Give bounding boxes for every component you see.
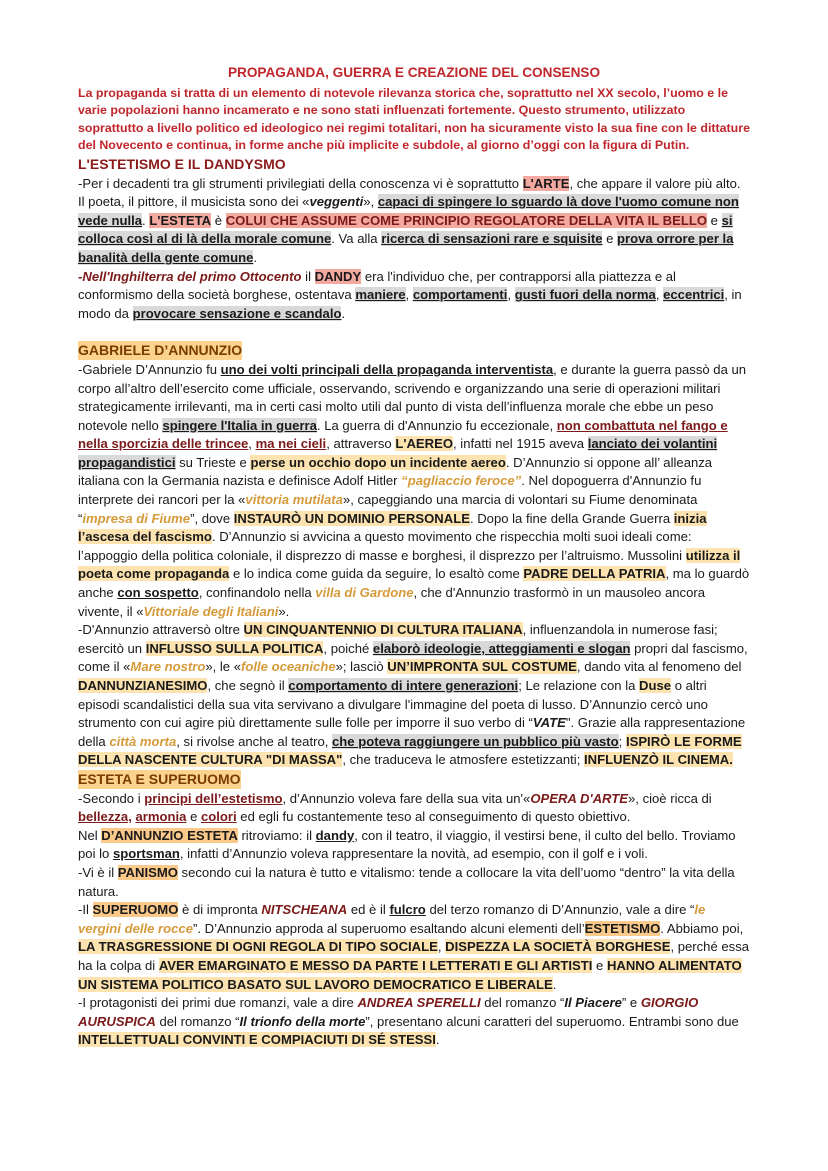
page-title: PROPAGANDA, GUERRA E CREAZIONE DEL CONSENSO: [227, 65, 601, 80]
paragraph: -Nell'Inghilterra del primo Ottocento il DANDY era l'individuo che, per contrapporsi alla piattezza e al conformismo della società borghese, ostentava maniere, comportamenti, gusti fuori della norma, eccentrici, in modo da provocare sensazione e scandalo.: [78, 268, 742, 321]
document-page: [78, 64, 750, 1050]
paragraph: -Secondo i principi dell’estetismo, d’Annunzio voleva fare della sua vita un'«OPERA D'ARTE», cioè ricca di bellezza, armonia e colori ed egli fu costantemente teso al conseguimento di questo obiettivo.: [78, 790, 712, 825]
paragraph: -D'Annunzio attraversò oltre UN CINQUANTENNIO DI CULTURA ITALIANA, influenzandola in numerose fasi; esercitò un INFLUSSO SULLA POLITICA, poiché elaborò ideologie, atteggiamenti e slogan propri dal fascismo, come il «Mare nostro», le «folle oceaniche»; lasciò UN’IMPRONTA SUL COSTUME, dando vita al fenomeno del DANNUNZIANESIMO, che segnò il comportamento di intere generazioni; Le relazione con la Duse o altri episodi scandalistici della sua vita servivano a divulgare l'immagine del poeta di lusso. D’Annunzio cercò uno strumento con cui agire più direttamente sulle folle per imporre il suo verbo di “VATE". Grazie alla rappresentazione della città morta, si rivolse anche al teatro, che poteva raggiungere un pubblico più vasto; ISPIRÒ LE FORME DELLA NASCENTE CULTURA "DI MASSA", che traduceva le atmosfere estetizzanti; INFLUENZÒ IL CINEMA.: [78, 622, 748, 768]
paragraph: -Gabriele D’Annunzio fu uno dei volti principali della propaganda interventista, e durante la guerra passò da un corpo all’altro dell’esercito come ufficiale, osservando, scrivendo e organizzando una serie di operazioni militari strategicamente irrilevanti, ma in certi casi molto utili dal punto di vista dell’influenza morale che ebbe un peso notevole nello spingere l'Italia in guerra. La guerra di d'Annunzio fu eccezionale, non combattuta nel fango e nella sporcizia delle trincee, ma nei cieli, attraverso L'AEREO, infatti nel 1915 aveva lanciato dei volantini propagandistici su Trieste e perse un occhio dopo un incidente aereo. D’Annunzio si oppone all’ alleanza italiana con la Germania nazista e definisce Adolf Hitler “pagliaccio feroce”. Nel dopoguerra d'Annunzio fu interprete dei rancori per la «vittoria mutilata», capeggiando una marcia di volontari su Fiume denominata “impresa di Fiume”, dove INSTAURÒ UN DOMINIO PERSONALE. Dopo la fine della Grande Guerra inizia l’ascesa del fascismo. D’Annunzio si avvicina a questo movimento che rispecchia molti suoi ideali come: l’appoggio della politica coloniale, il disprezzo di masse e borghesi, il disprezzo per l’altruismo. Mussolini utilizza il poeta come propaganda e lo indica come guida da seguire, lo esaltò come PADRE DELLA PATRIA, ma lo guardò anche con sospetto, confinandolo nella villa di Gardone, che d'Annunzio trasformò in un mausoleo ancora vivente, il «Vittoriale degli Italiani».: [78, 361, 750, 619]
paragraph: -I protagonisti dei primi due romanzi, vale a dire ANDREA SPERELLI del romanzo “Il Piacere” e GIORGIO AURUSPICA del romanzo “Il trionfo della morte”, presentano alcuni caratteri del superuomo. Entrambi sono due INTELLETTUALI CONVINTI E COMPIACIUTI DI SÉ STESSI.: [78, 995, 739, 1048]
paragraph: Nel D’ANNUNZIO ESTETA ritroviamo: il dandy, con il teatro, il viaggio, il vestirsi bene, il culto del bello. Troviamo poi lo sportsman, infatti d’Annunzio voleva rappresentare la novità, ad esempio, con il golf e i voli.: [78, 827, 736, 862]
section-heading-esteta-superuomo: ESTETA E SUPERUOMO: [78, 770, 241, 787]
section-heading-estetismo: L'ESTETISMO E IL DANDYSMO: [78, 155, 286, 172]
paragraph: -Vi è il PANISMO secondo cui la natura è tutto e vitalismo: tende a collocare la vita dell’uomo “dentro” la vita della natura.: [78, 864, 735, 899]
intro-paragraph: La propaganda si tratta di un elemento di notevole rilevanza storica che, soprattutto nel XX secolo, l’uomo e le varie popolazioni hanno incamerato e ne sono stati influenzati fortemente. Questo strumento, utilizzato soprattutto a livello politico ed ideologico nei regimi totalitari, non ha sicuramente visto la sua fine con le dittature del Novecento e continua, in forme anche più implicite e subdole, al giorno d’oggi con la figura di Putin.: [78, 85, 750, 153]
paragraph: -Per i decadenti tra gli strumenti privilegiati della conoscenza vi è soprattutto L'ARTE, che appare il valore più alto. Il poeta, il pittore, il musicista sono dei «veggenti», capaci di spingere lo sguardo là dove l'uomo comune non vede nulla. L'ESTETA è COLUI CHE ASSUME COME PRINCIPIO REGOLATORE DELLA VITA IL BELLO e si colloca così al di là della morale comune. Va alla ricerca di sensazioni rare e squisite e prova orrore per la banalità della gente comune.: [78, 175, 741, 265]
section-heading-dannunzio: GABRIELE D’ANNUNZIO: [78, 342, 243, 359]
paragraph: -Il SUPERUOMO è di impronta NITSCHEANA ed è il fulcro del terzo romanzo di D’Annunzio, vale a dire “le vergini delle rocce”. D’Annunzio approda al superuomo esaltando alcuni elementi dell’ESTETISMO. Abbiamo poi, LA TRASGRESSIONE DI OGNI REGOLA DI TIPO SOCIALE, DISPEZZA LA SOCIETÀ BORGHESE, perché essa ha la colpa di AVER EMARGINATO E MESSO DA PARTE I LETTERATI E GLI ARTISTI e HANNO ALIMENTATO UN SISTEMA POLITICO BASATO SUL LAVORO DEMOCRATICO E LIBERALE.: [78, 902, 750, 992]
